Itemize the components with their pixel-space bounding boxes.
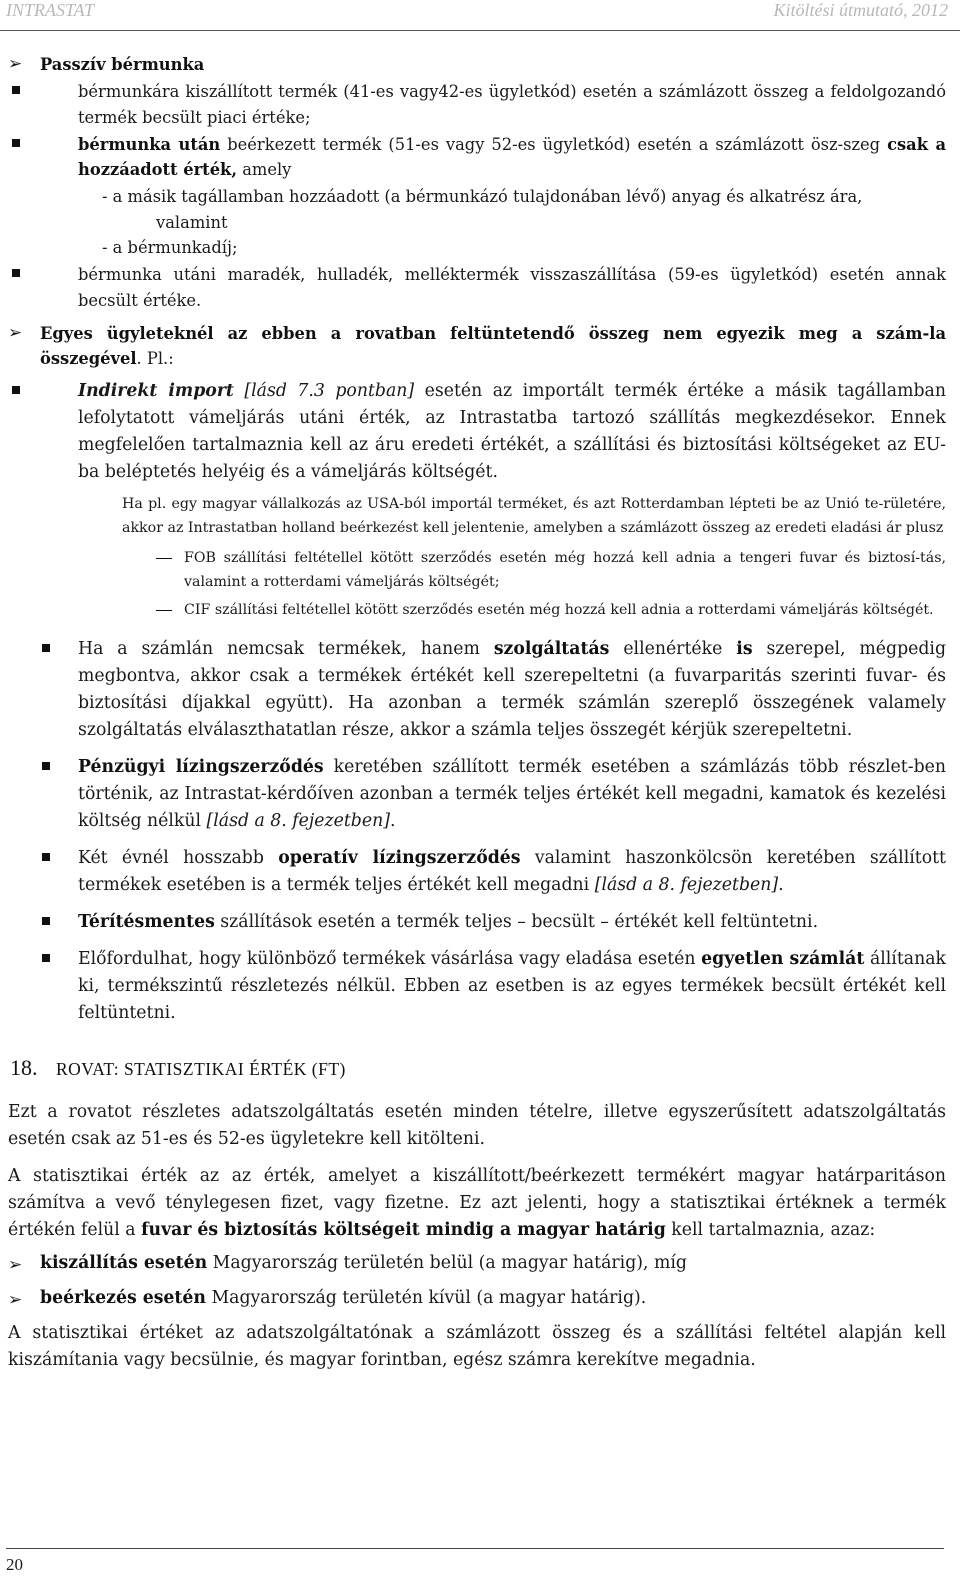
arrow-bullet-icon: ➢: [8, 1289, 23, 1310]
paragraph: Ezt a rovatot részletes adatszolgáltatás esetén minden tételre, illetve egyszerűsített adatszolgáltatás esetén csak az 51-es és 52-es ügyletekre kell kitölteni.: [8, 1101, 946, 1149]
list-item: [8, 845, 946, 899]
list-item: [8, 909, 946, 936]
example-paragraph: Ha pl. egy magyar vállalkozás az USA-ból importál terméket, és azt Rotterdamban lépteti be az Unió te-rületére, akkor az Intrastatban holland beérkezést kell jelentenie, amelyben a számlázott összeg az eredeti eladási ár plusz: [122, 495, 946, 536]
differing-amount-section: ➢ Egyes ügyleteknél az ebben a rovatban feltüntetendő összeg nem egyezik meg a szám-la összegével. Pl.:: [8, 322, 946, 369]
page-header: [0, 0, 960, 31]
arrow-bullet-icon: ➢: [8, 1254, 23, 1275]
example-item-text: CIF szállítási feltétellel kötött szerződés esetén még hozzá kell adnia a rotterdami vámeljárás költségét.: [184, 601, 934, 618]
list-item-text: Indirekt import [lásd 7.3 pontban] esetén az importált termék értéke a másik tagállamban lefolytatott vámeljárás utáni érték, az Intrastatba tartozó szállítás megkezdésekor. Ennek megfelelően tartalmaznia kell az áru eredeti értékét, a szállítási és biztosítási költségeket az EU-ba beléptetés helyéig és a vámeljárás költségét.: [78, 380, 946, 482]
dash-bullet-icon: [156, 610, 172, 611]
example-item: [8, 546, 946, 594]
list-item-text: bérmunka után beérkezett termék (51-es vagy 52-es ügyletkód) esetén a számlázott ösz-szeg csak a hozzáadott érték, amely: [78, 134, 946, 180]
list-item: [8, 636, 946, 744]
list-item: [8, 378, 946, 486]
paragraph: A statisztikai érték az az érték, amelyet a kiszállított/beérkezett termékért magyar határparitáson számítva a vevő ténylegesen fizet, vagy fizetne. Ez azt jelenti, hogy a statisztikai értéknek a termék értékén felül a fuvar és biztosítás költségeit mindig a magyar határig kell tartalmaznia, azaz:: [8, 1165, 946, 1240]
section-number: 18.: [10, 1054, 38, 1080]
list-item: [8, 79, 946, 130]
list-item: [8, 754, 946, 835]
sub-item-text: - a másik tagállamban hozzáadott (a bérmunkázó tulajdonában lévő) anyag és alkatrész ára,: [102, 187, 863, 207]
square-bullet-icon: [12, 269, 20, 277]
example-item: [8, 598, 946, 622]
page-footer: [6, 1548, 944, 1593]
list-item-text: Ha a számlán nemcsak termékek, hanem szolgáltatás ellenértéke is szerepel, mégpedig megbontva, akkor csak a termékek értékét kell szerepeltetni (a fuvarparitás szerinti fuvar- és biztosítási díjakkal együtt). Ha azonban a termék számlán szereplő összegének valamely szolgáltatás elválaszthatatlan része, akkor a számla teljes összegét kérjük szerepeltetni.: [78, 638, 947, 740]
paragraph: A statisztikai értéket az adatszolgáltatónak a számlázott összeg és a szállítási feltétel alapján kell kiszámítania vagy becsülnie, és magyar forintban, egész számra kerekítve megadnia.: [8, 1322, 946, 1370]
square-bullet-icon: [42, 917, 50, 925]
square-bullet-icon: [42, 853, 50, 861]
section-heading: Egyes ügyleteknél az ebben a rovatban feltüntetendő összeg nem egyezik meg a szám-la összegével: [40, 323, 946, 369]
arrow-bullet-icon: ➢: [8, 322, 23, 343]
list-item-text: Pénzügyi lízingszerződés keretében szállított termék esetében a számlázás több részlet-ben történik, az Intrastat-kérdőíven azonban a termék teljes értékét kell megadni, kamatok és kezelési költség nélkül [lásd a 8. fejezetben].: [78, 756, 946, 831]
sub-item: [8, 184, 946, 260]
arrow-item-text: kiszállítás esetén Magyarország területén belül (a magyar határig), míg: [40, 1252, 687, 1273]
list-item-text: Két évnél hosszabb operatív lízingszerződés valamint haszonkölcsön keretében szállított termékek esetében is a termék teljes értékét kell megadni [lásd a 8. fejezetben].: [78, 847, 946, 895]
list-item-text: bérmunkára kiszállított termék (41-es vagy42-es ügyletkód) esetén a számlázott összeg a feldolgozandó termék becsült piaci értéke;: [78, 82, 946, 127]
square-bullet-icon: [42, 762, 50, 770]
header-subtitle: Kitöltési útmutató, 2012: [773, 0, 948, 20]
section-title: ROVAT: STATISZTIKAI ÉRTÉK (FT): [56, 1058, 346, 1079]
arrow-item: [8, 1250, 946, 1277]
list-item: [8, 946, 946, 1027]
square-bullet-icon: [42, 954, 50, 962]
list-item: [8, 132, 946, 183]
list-item-text: Térítésmentes szállítások esetén a termék teljes – becsült – értékét kell feltüntetni.: [78, 911, 819, 932]
sub-item-continuation: valamint: [156, 212, 228, 232]
sub-item-text: - a bérmunkadíj;: [102, 238, 238, 258]
list-item: [8, 262, 946, 313]
page-number: 20: [6, 1555, 23, 1574]
header-title: INTRASTAT: [6, 0, 95, 20]
arrow-item-text: beérkezés esetén Magyarország területén kívül (a magyar határig).: [40, 1287, 647, 1308]
list-item-text: bérmunka utáni maradék, hulladék, melléktermék visszaszállítása (59-es ügyletkód) esetén annak becsült értéke.: [78, 265, 946, 310]
dash-bullet-icon: [156, 558, 172, 559]
section-18-heading: [8, 1047, 946, 1095]
square-bullet-icon: [12, 139, 20, 147]
square-bullet-icon: [12, 386, 20, 394]
arrow-item: [8, 1285, 946, 1312]
square-bullet-icon: [12, 86, 20, 94]
arrow-bullet-icon: ➢: [8, 54, 23, 74]
list-item-text: Előfordulhat, hogy különböző termékek vásárlása vagy eladása esetén egyetlen számlát állítanak ki, termékszintű részletezés nélkül. Ebben az esetben is az egyes termékek becsült értékét kell feltüntetni.: [78, 948, 946, 1023]
example-item-text: FOB szállítási feltétellel kötött szerződés esetén még hozzá kell adnia a tengeri fuvar és biztosí-tás, valamint a rotterdami vámeljárás költségét;: [184, 549, 946, 590]
page-body: [8, 48, 946, 1374]
passive-processing-section: [8, 52, 946, 77]
section-heading: Passzív bérmunka: [40, 55, 205, 74]
square-bullet-icon: [42, 644, 50, 652]
